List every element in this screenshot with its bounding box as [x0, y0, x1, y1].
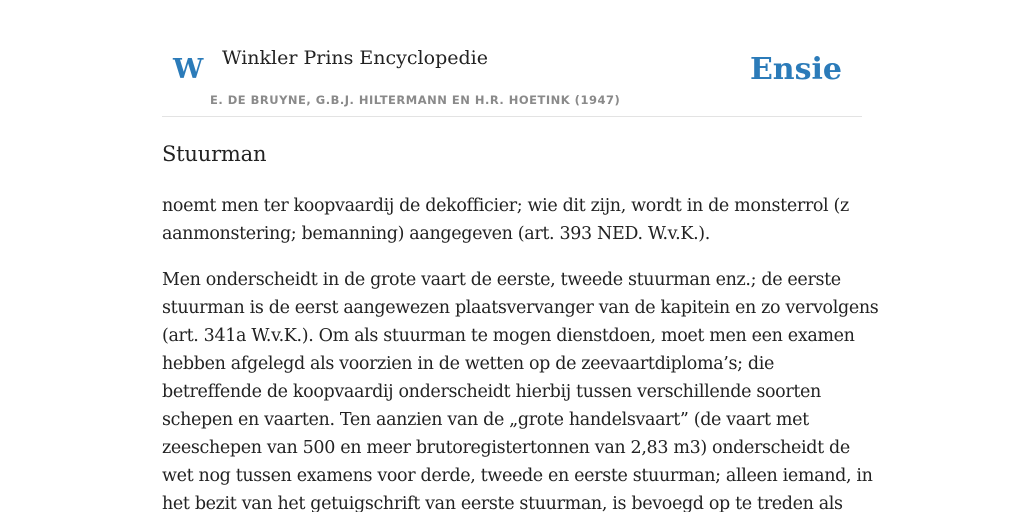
article-title: Stuurman	[162, 142, 267, 166]
paragraph-line: betreffende de koopvaardij onderscheidt hierbij tussen verschillende soorten	[162, 382, 821, 402]
paragraph-line: noemt men ter koopvaardij de dekofficier; wie dit zijn, wordt in de monsterrol (z	[162, 196, 849, 216]
article-paragraph	[162, 266, 879, 512]
paragraph-line: aanmonstering; bemanning) aangegeven (art. 393 NED. W.v.K.).	[162, 224, 710, 244]
paragraph-line: wet nog tussen examens voor derde, tweede en eerste stuurman; alleen iemand, in	[162, 466, 873, 486]
paragraph-line: Men onderscheidt in de grote vaart de eerste, tweede stuurman enz.; de eerste	[162, 270, 841, 290]
paragraph-line: schepen en vaarten. Ten aanzien van de „grote handelsvaart” (de vaart met	[162, 410, 809, 430]
article	[162, 136, 879, 512]
ensie-brand-link[interactable]: Ensie	[749, 52, 842, 87]
paragraph-line: zeeschepen van 500 en meer brutoregistertonnen van 2,83 m3) onderscheidt de	[162, 438, 850, 458]
authors-subtitle: E. DE BRUYNE, G.B.J. HILTERMANN EN H.R. HOETINK (1947)	[210, 93, 621, 107]
site-title[interactable]: Winkler Prins Encyclopedie	[222, 47, 488, 69]
paragraph-line: stuurman is de eerst aangewezen plaatsvervanger van de kapitein en zo vervolgens	[162, 298, 879, 318]
winkler-prins-logo[interactable]: W	[173, 54, 204, 85]
article-paragraph	[162, 192, 862, 248]
paragraph-line: hebben afgelegd als voorzien in de wetten op de zeevaartdiploma’s; die	[162, 354, 774, 374]
paragraph-line: het bezit van het getuigschrift van eerste stuurman, is bevoegd op te treden als	[162, 494, 843, 512]
site-header	[162, 40, 862, 117]
paragraph-line: (art. 341a W.v.K.). Om als stuurman te mogen dienstdoen, moet men een examen	[162, 326, 855, 346]
